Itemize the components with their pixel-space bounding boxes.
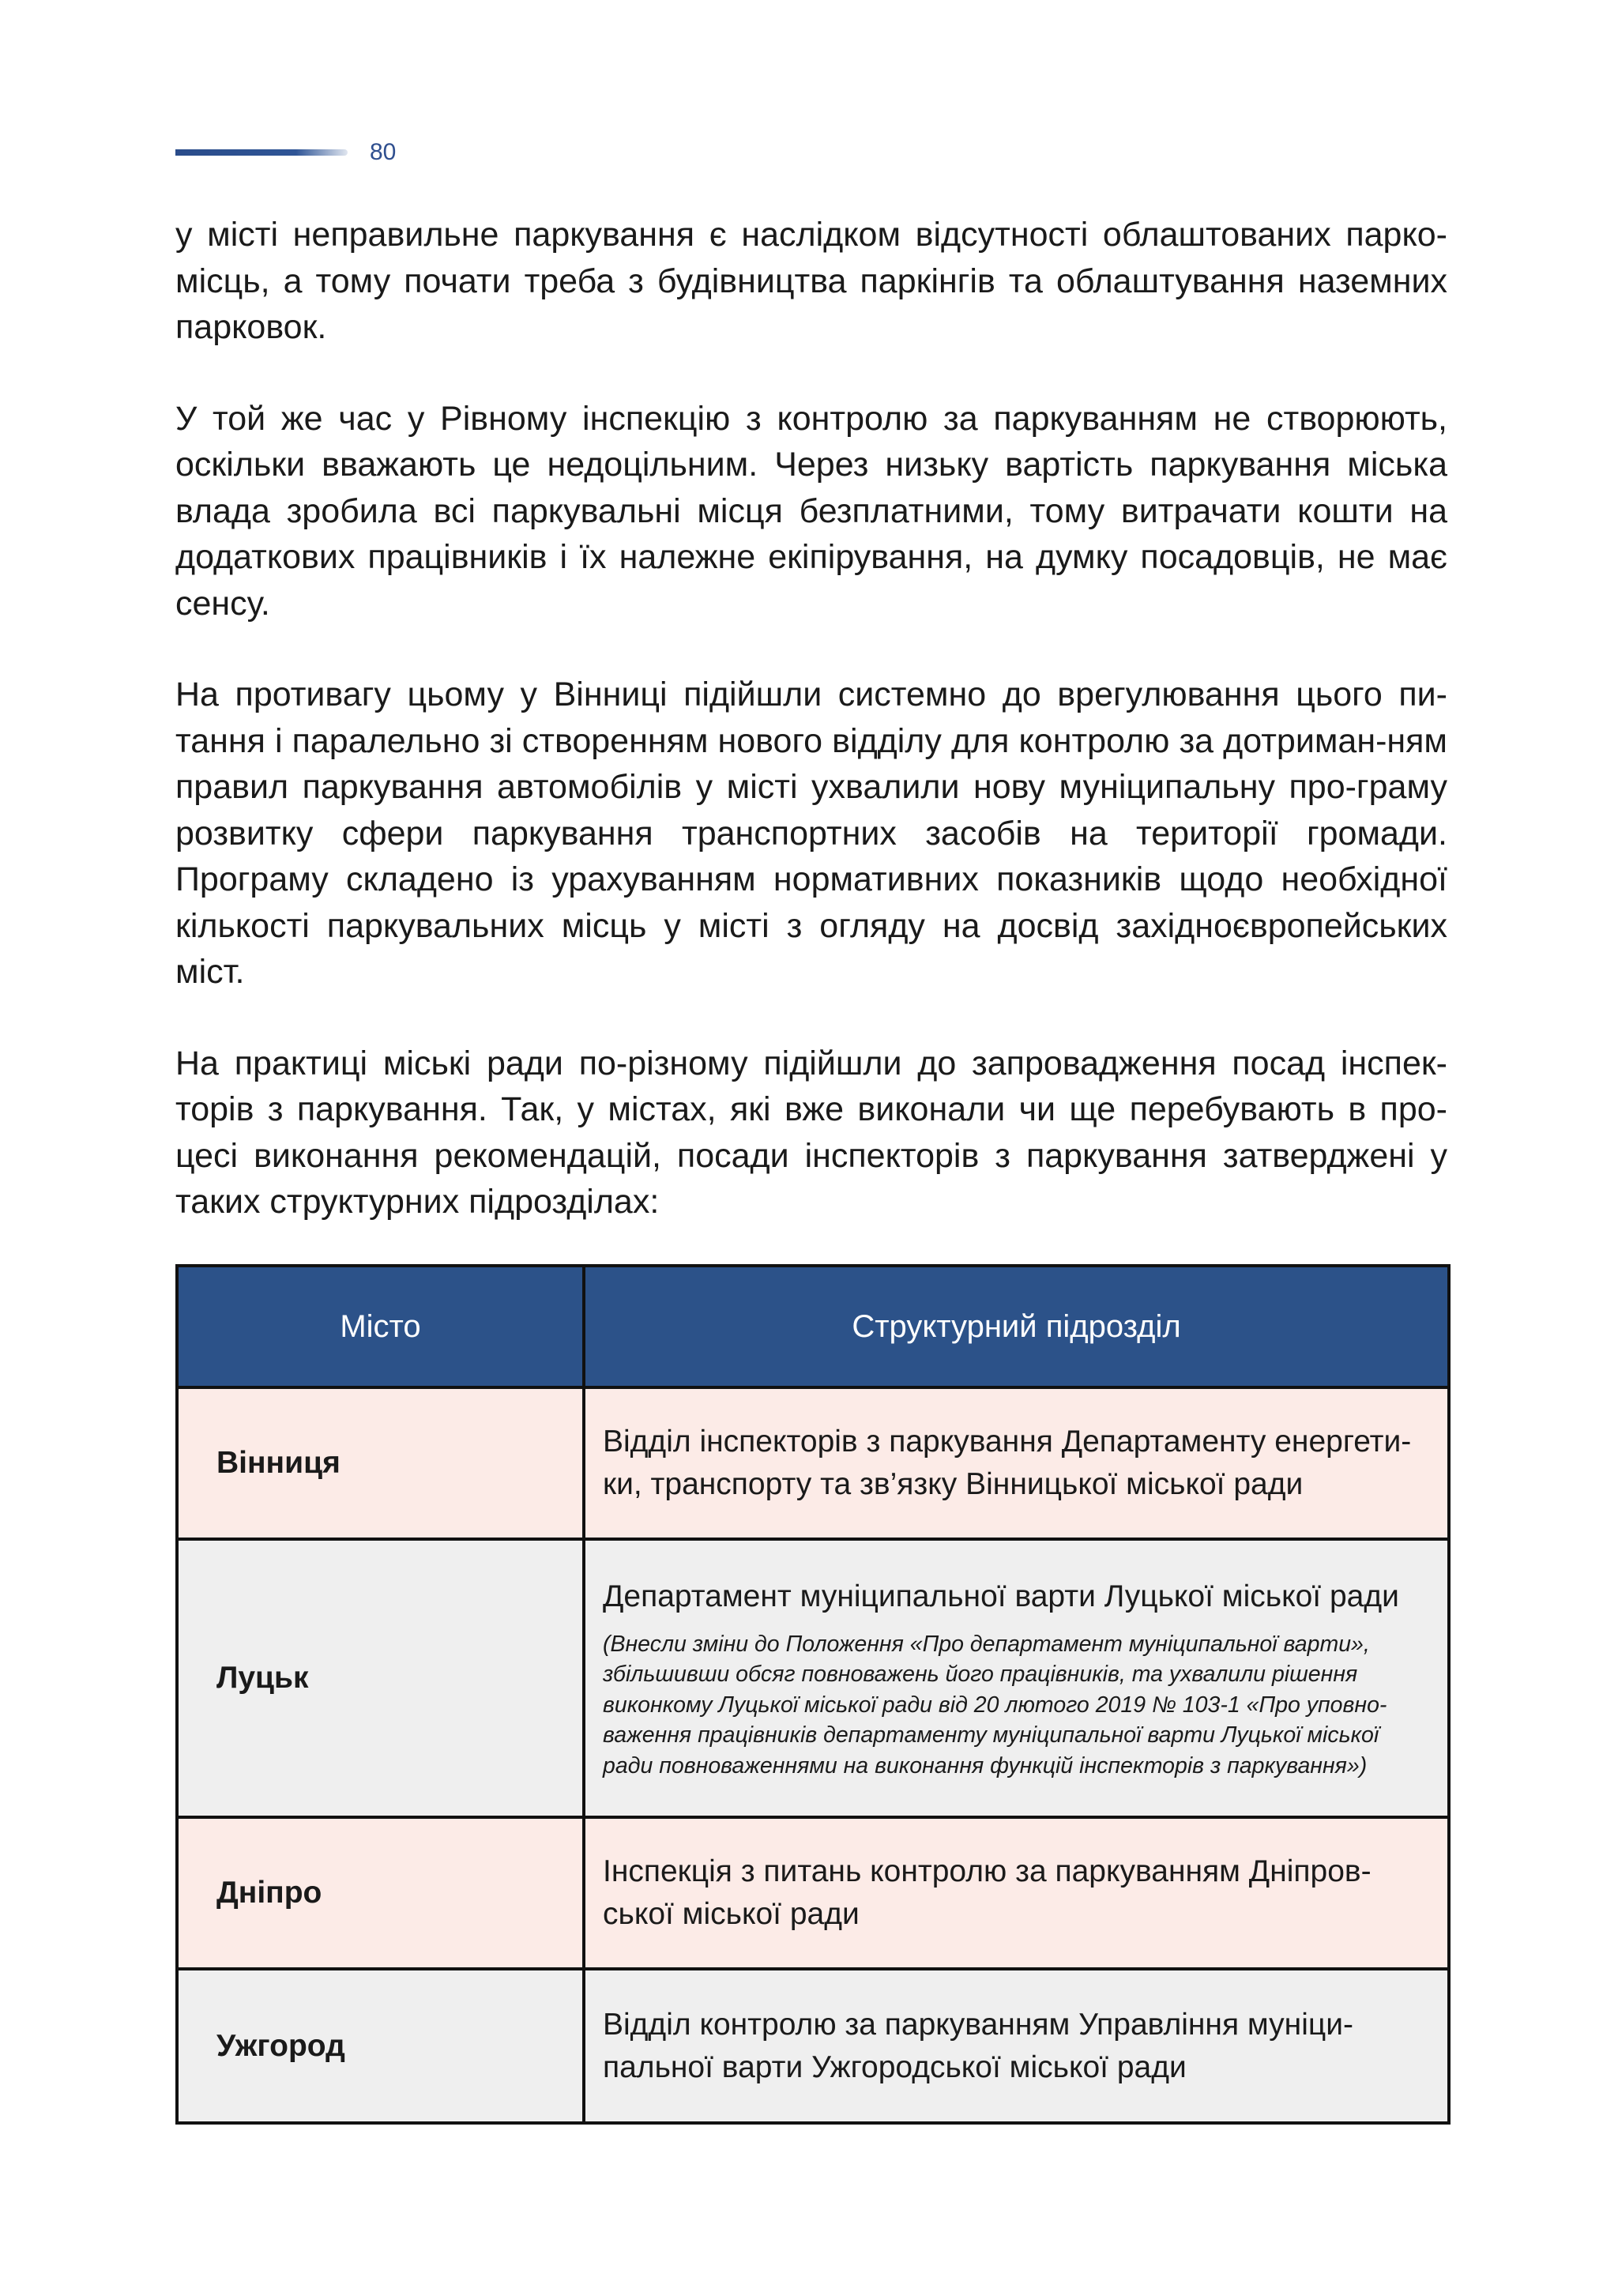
unit-name: Інспекція з питань контролю за паркуванням Дніпров-ської міської ради [603, 1854, 1372, 1931]
city-cell: Вінниця [177, 1387, 584, 1539]
unit-name: Відділ інспекторів з паркування Департаменту енергети-ки, транспорту та зв’язку Вінницької міської ради [603, 1425, 1412, 1501]
table-row [177, 1539, 1449, 1817]
structural-units-table [175, 1264, 1451, 2125]
paragraph-4: На практиці міські ради по-різному підійшли до запровадження посад інспек-торів з паркування. Так, у містах, які вже виконали чи ще перебувають в про-цесі виконання рекомендацій, посади інспекторів з паркування затверджені у таких структурних підрозділах: [175, 1044, 1447, 1221]
table-row [177, 1387, 1449, 1539]
unit-cell [584, 1817, 1449, 1969]
paragraph-2: У той же час у Рівному інспекцію з контролю за паркуванням не створюють, оскільки вважають це недоцільним. Через низьку вартість паркування міська влада зробила всі паркувальні місця безплатними, тому витрачати кошти на додаткових працівників і їх належне екіпірування, на думку посадовців, не має сенсу. [175, 399, 1447, 623]
table-header-row [177, 1266, 1449, 1387]
body-text [175, 212, 1447, 1270]
city-cell: Ужгород [177, 1969, 584, 2123]
city-cell: Луцьк [177, 1539, 584, 1817]
unit-name: Відділ контролю за паркуванням Управління муніци-пальної варти Ужгородської міської ради [603, 2007, 1353, 2084]
unit-cell [584, 1387, 1449, 1539]
page-number: 80 [370, 139, 397, 165]
paragraph-3: На противагу цьому у Вінниці підійшли системно до врегулювання цього пи-тання і паралельно зі створенням нового відділу для контролю за дотриман-ням правил паркування автомобілів у місті ухвалили нову муніципальну про-граму розвитку сфери паркування транспортних засобів на території громади. Програму складено із урахуванням нормативних показників щодо необхідної кількості паркувальних місць у місті з огляду на досвід західноєвропейських міст. [175, 676, 1447, 991]
page-header [175, 139, 396, 166]
city-cell: Дніпро [177, 1817, 584, 1969]
unit-note: (Внесли зміни до Положення «Про департамент муніципальної варти», збільшивши обсяг повноважень його працівників, та ухвалили рішення виконкому Луцької міської ради від 20 лютого 2019 № 103-1 «Про уповно-важення працівників департаменту муніципальної варти Луцької міської ради повноваженнями на виконання функцій інспекторів з паркування») [603, 1631, 1387, 1778]
table-row [177, 1969, 1449, 2123]
paragraph-1: у місті неправильне паркування є наслідком відсутності облаштованих парко-місць, а тому почати треба з будівництва паркінгів та облаштування наземних парковок. [175, 216, 1447, 346]
unit-cell [584, 1539, 1449, 1817]
column-header-unit: Структурний підрозділ [584, 1266, 1449, 1387]
unit-name: Департамент муніципальної варти Луцької міської ради [603, 1579, 1399, 1613]
unit-cell [584, 1969, 1449, 2123]
header-accent-rule [175, 149, 348, 156]
table-row [177, 1817, 1449, 1969]
column-header-city: Місто [177, 1266, 584, 1387]
